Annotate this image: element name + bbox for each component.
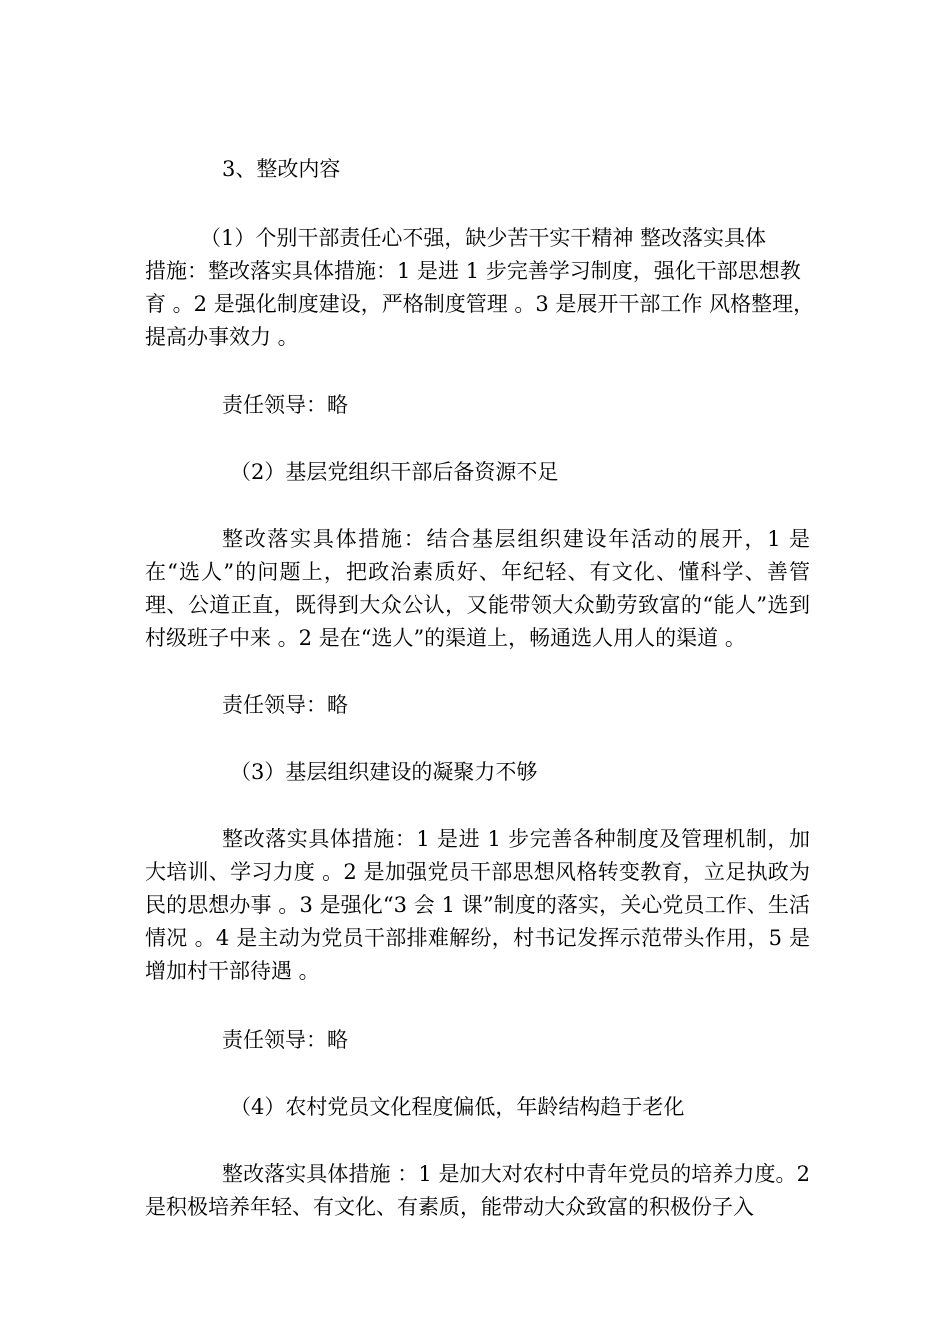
item-1-heading: （1）个别干部责任心不强，缺少苦干实干精神 整改落实具体 bbox=[200, 226, 767, 250]
section-title: 3、整改内容 bbox=[222, 157, 341, 181]
item-4-heading: （4）农村党员文化程度偏低，年龄结构趋于老化 bbox=[230, 1095, 685, 1119]
item-1-leader: 责任领导：略 bbox=[222, 393, 348, 417]
item-2-body: 整改落实具体措施：结合基层组织建设年活动的展开，1 是在“选人”的问题上，把政治素质好、年纪轻、有文化、懂科学、善管理、公道正直，既得到大众公认，又能带领大众勤劳致富的“能人”选到村级班子中来 。2 是在“选人”的渠道上，畅通选人用人的渠道 。 bbox=[145, 527, 810, 650]
item-3-leader: 责任领导：略 bbox=[222, 1028, 348, 1052]
item-1-body-line-1: 育 。2 是强化制度建设，严格制度管理 。3 是展开干部工作 风格整理， bbox=[145, 292, 815, 316]
item-3-body: 整改落实具体措施：1 是进 1 步完善各种制度及管理机制，加大培训、学习力度 。2 是加强党员干部思想风格转变教育，立足执政为民的思想办事 。3 是强化“3 会 1 课”制度的落实，关心党员工作、生活情况 。4 是主动为党员干部排难解纷，村书记发挥示范带头作用，5 是增加村干部待遇 。 bbox=[145, 827, 810, 983]
item-1-heading-cont: 措施：整改落实具体措施：1 是进 1 步完善学习制度，强化干部思想教 bbox=[145, 259, 801, 283]
item-2-leader: 责任领导：略 bbox=[222, 693, 348, 717]
item-2-heading: （2）基层党组织干部后备资源不足 bbox=[230, 460, 559, 484]
item-3-heading: （3）基层组织建设的凝聚力不够 bbox=[230, 760, 538, 784]
item-1-body-line-2: 提高办事效力 。 bbox=[145, 325, 299, 349]
item-4-body: 整改落实具体措施 ：1 是加大对农村中青年党员的培养力度。2 是积极培养年轻、有文化、有素质，能带动大众致富的积极份子入 bbox=[145, 1162, 810, 1219]
